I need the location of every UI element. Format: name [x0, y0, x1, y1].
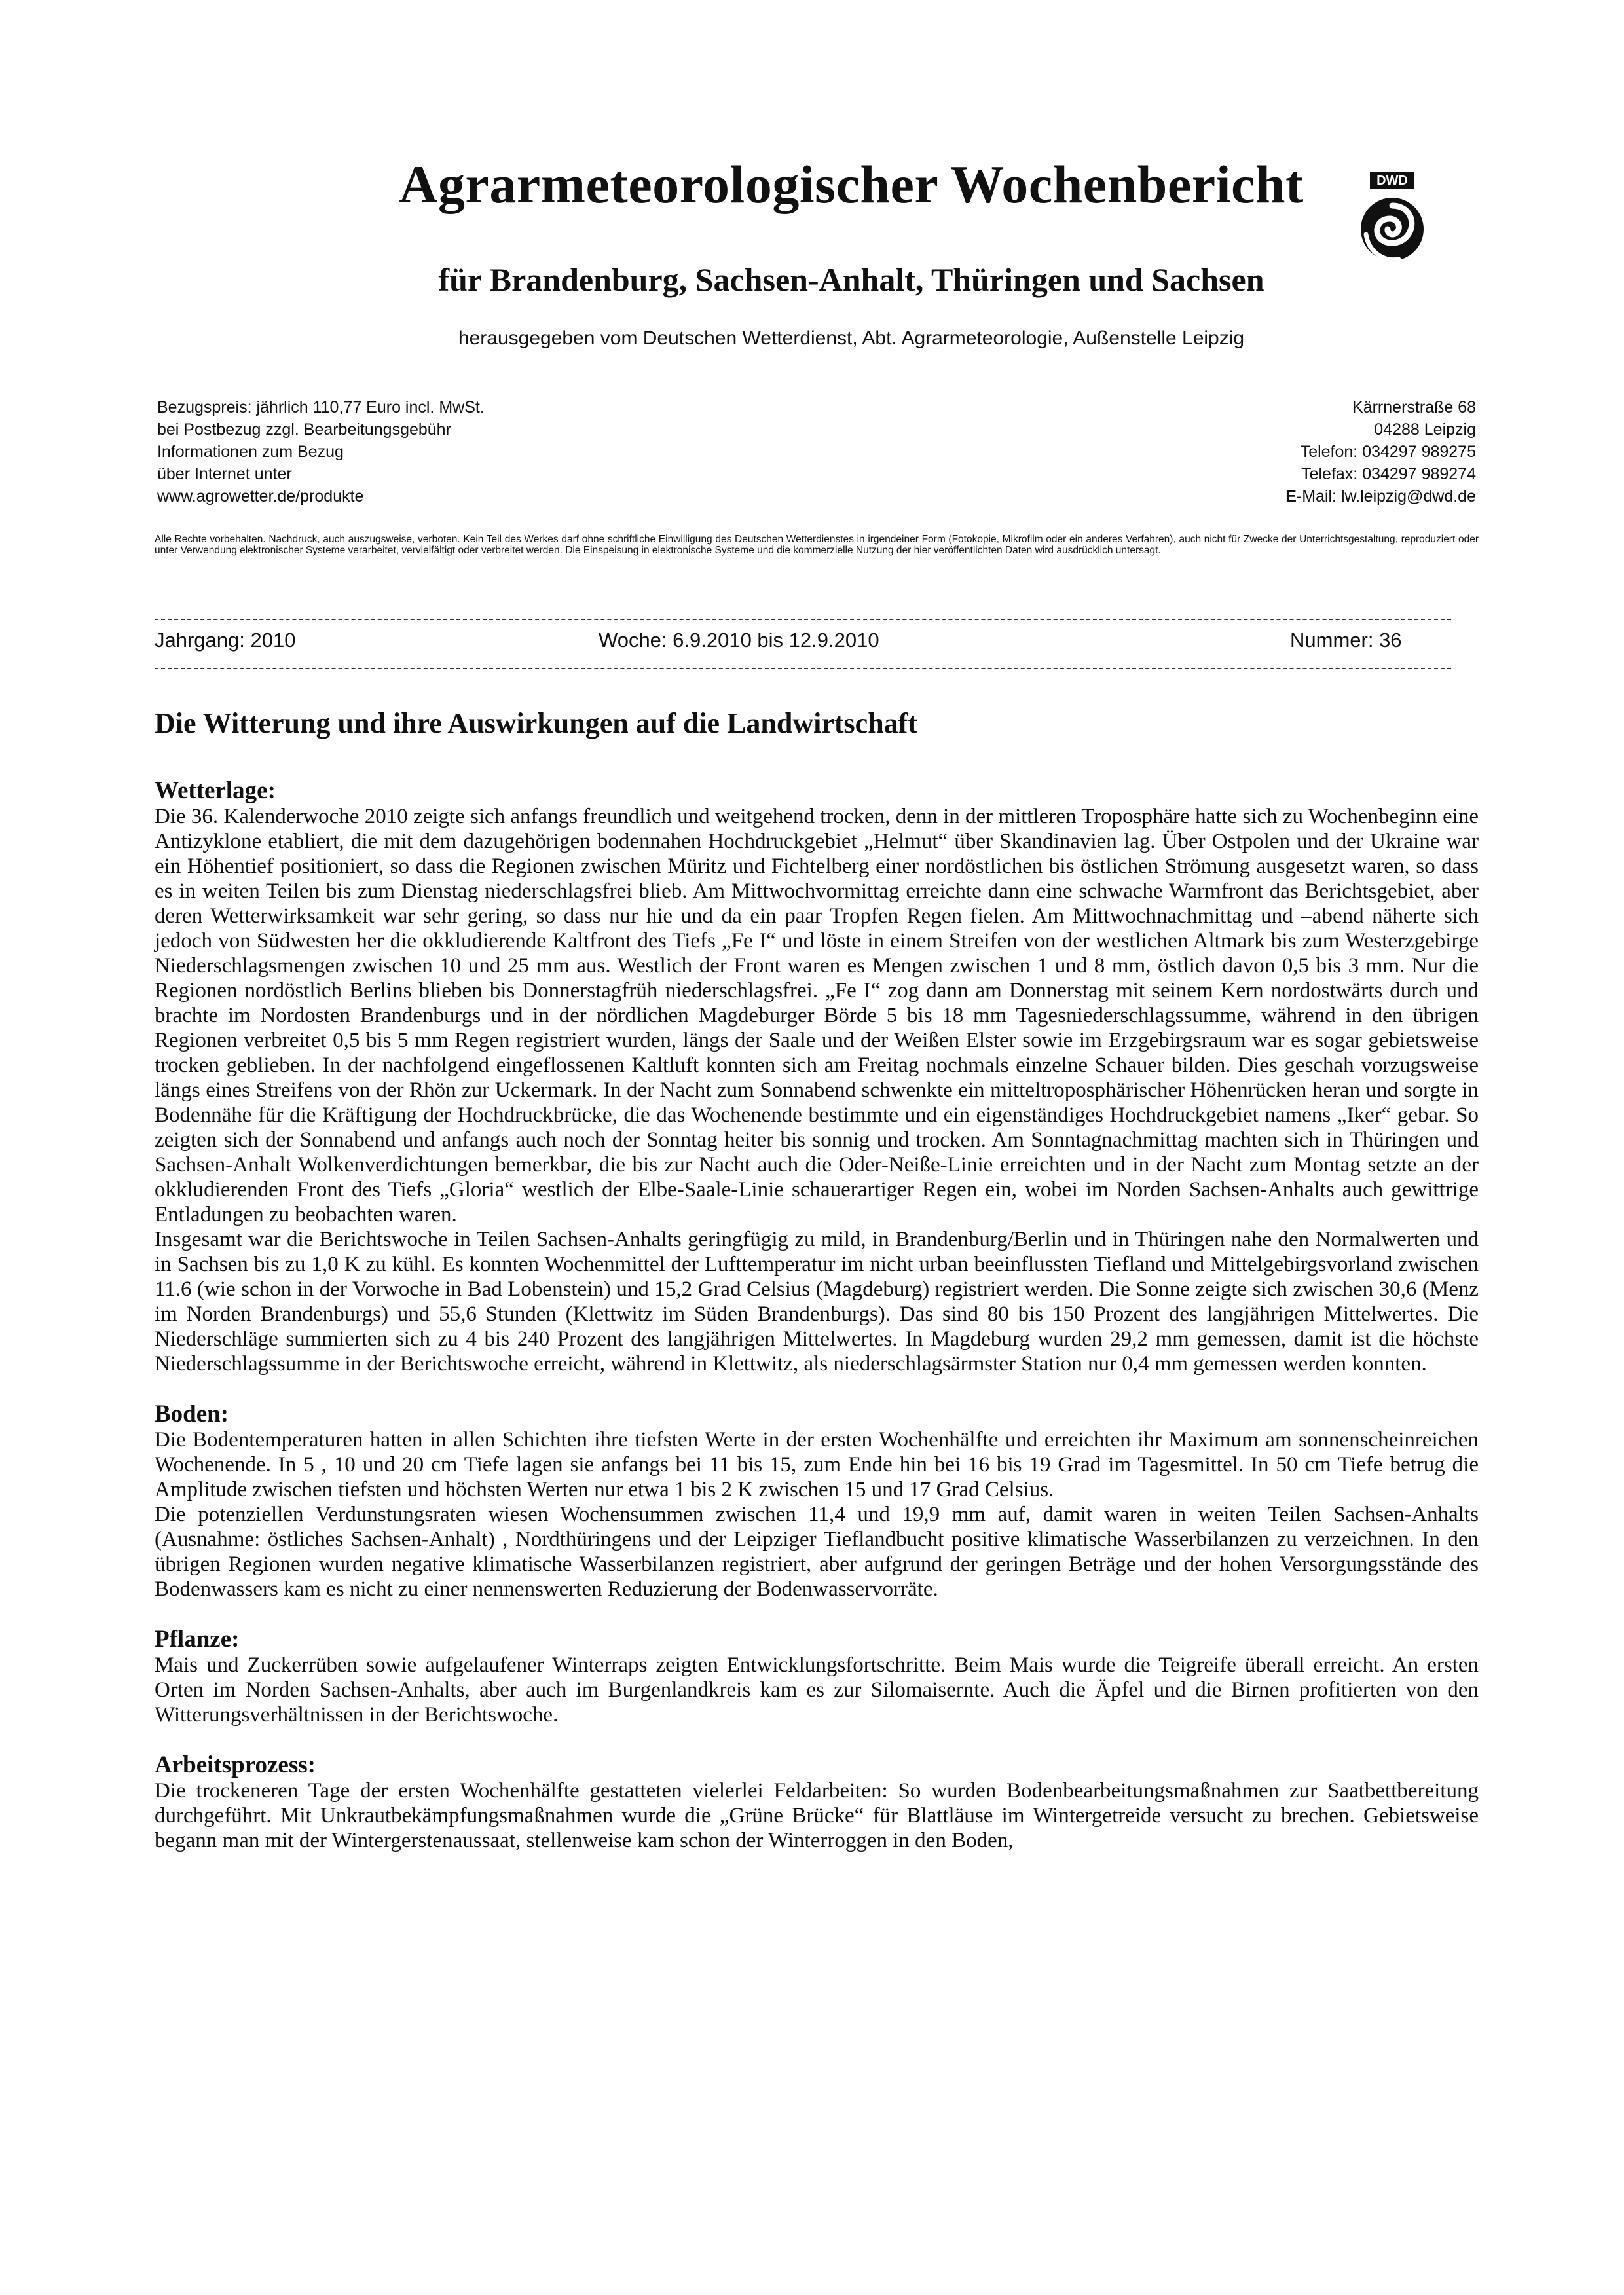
product-url-link[interactable]: www.agrowetter.de/produkte [157, 487, 364, 505]
svg-text:DWD: DWD [1376, 174, 1408, 188]
section-heading: Arbeitsprozess: [155, 1752, 316, 1778]
address-city: 04288 Leipzig [1374, 420, 1476, 439]
copyright-notice: Alle Rechte vorbehalten. Nachdruck, auch auszugsweise, verboten. Kein Teil des Werkes darf ohne schriftliche Einwilligung des Deutschen Wetterdienstes in irgendeiner Form (Fotokopie, Mikrofilm oder ein anderes Verfahren), auch nicht für Zwecke der Unterrichtsgestaltung, reproduziert oder unter Verwendung elektronischer Systeme verarbeitet, vervielfältigt oder verbreitet werden. Die Einspeisung in elektronische Systeme und die kommerzielle Nutzung der hier veröffentlichten Daten wird ausdrücklich untersagt. [155, 534, 1479, 556]
issue-year: Jahrgang: 2010 [155, 629, 296, 652]
paragraph: Die Bodentemperaturen hatten in allen Schichten ihre tiefsten Werte in der ersten Wochenhälfte und erreichten ihr Maximum am sonnenscheinreichen Wochenende. In 5 , 10 und 20 cm Tiefe lagen sie anfangs bei 11 bis 15, zum Ende hin bei 16 bis 19 Grad im Tagesmittel. In 50 cm Tiefe betrug die Amplitude zwischen tiefsten und höchsten Werten nur etwa 1 bis 2 K zwischen 15 und 17 Grad Celsius. [155, 1428, 1479, 1501]
email-label: E [1285, 487, 1297, 505]
paragraph: Mais und Zuckerrüben sowie aufgelaufener Winterraps zeigten Entwicklungsfortschritte. Beim Mais wurde die Teigreife überall erreicht. An ersten Orten im Norden Sachsen-Anhalts, aber auch im Burgenlandkreis kam es zur Silomaisernte. Auch die Äpfel und die Birnen profitierten von den Witterungsverhältnissen in der Berichtswoche. [155, 1653, 1479, 1727]
issue-week: Woche: 6.9.2010 bis 12.9.2010 [599, 629, 879, 652]
subscription-info [157, 396, 485, 507]
section-wetterlage [155, 778, 1479, 1376]
divider-bottom [155, 668, 1451, 669]
section-heading: Pflanze: [155, 1626, 240, 1653]
paragraph: Die potenziellen Verdunstungsraten wiesen Wochensummen zwischen 11,4 und 19,9 mm auf, damit waren in weiten Teilen Sachsen-Anhalts (Ausnahme: östliches Sachsen-Anhalt) , Nordthüringens und der Leipziger Tieflandbucht positive klimatische Wasserbilanzen zu verzeichnen. In den übrigen Regionen wurden negative klimatische Wasserbilanzen registriert, aber aufgrund der geringen Beträge und der hohen Versorgungsstände des Bodenwassers kam es nicht zu einer nennenswerten Reduzierung der Bodenwasservorräte. [155, 1503, 1479, 1601]
report-subtitle: für Brandenburg, Sachsen-Anhalt, Thüringen und Sachsen [438, 261, 1264, 298]
issue-info-row [155, 629, 1451, 655]
phone-number: Telefon: 034297 989275 [1300, 443, 1476, 461]
subscription-price: Bezugspreis: jährlich 110,77 Euro incl. MwSt. [157, 398, 485, 416]
email-address[interactable] [1285, 485, 1476, 507]
postal-fee-note: bei Postbezug zzgl. Bearbeitungsgebühr [157, 420, 451, 439]
section-arbeitsprozess [155, 1752, 1479, 1853]
contact-info [1285, 396, 1476, 507]
report-body [155, 707, 1479, 1878]
section-heading: Wetterlage: [155, 777, 276, 804]
fax-number: Telefax: 034297 989274 [1301, 465, 1476, 483]
paragraph: Die 36. Kalenderwoche 2010 zeigte sich anfangs freundlich und weitgehend trocken, denn in der mittleren Troposphäre hatte sich zu Wochenbeginn eine Antizyklone etabliert, die mit dem dazugehörigen bodennahen Hochdruckgebiet „Helmut“ über Skandinavien lag. Über Ostpolen und der Ukraine war ein Höhentief positioniert, so dass die Regionen zwischen Müritz und Fichtelberg einer nordöstlichen bis östlichen Strömung ausgesetzt waren, so dass es in weiten Teilen bis zum Dienstag niederschlagsfrei blieb. Am Mittwochvormittag erreichte dann eine schwache Warmfront das Berichtsgebiet, aber deren Wetterwirksamkeit war sehr gering, so dass nur hie und da ein paar Tropfen Regen fielen. Am Mittwochnachmittag und –abend näherte sich jedoch von Südwesten her die okkludierende Kaltfront des Tiefs „Fe I“ und löste in einem Streifen von der westlichen Altmark bis zum Westerzgebirge Niederschlagsmengen zwischen 10 und 25 mm aus. Westlich der Front waren es Mengen zwischen 1 und 8 mm, östlich davon 0,5 bis 3 mm. Nur die Regionen nordöstlich Berlins blieben bis Donnerstagfrüh niederschlagsfrei. „Fe I“ zog dann am Donnerstag mit seinem Kern nordostwärts durch und brachte im Nordosten Brandenburgs und in der nördlichen Magdeburger Börde 5 bis 18 mm Tagesniederschlagssumme, während in den übrigen Regionen verbreitet 0,5 bis 5 mm Regen registriert wurden, längs der Saale und der Weißen Elster sowie im Erzgebirgsraum war es sogar gebietsweise trocken geblieben. In der nachfolgend eingeflossenen Kaltluft konnten sich am Freitag nochmals einzelne Schauer bilden. Dies geschah vorzugsweise längs eines Streifens von der Rhön zur Uckermark. In der Nacht zum Sonnabend schwenkte ein mitteltroposphärischer Höhenrücken heran und sorgte in Bodennähe für die Kräftigung der Hochdruckbrücke, die das Wochenende bestimmte und ein eigenständiges Hochdruckgebiet namens „Iker“ gebar. So zeigten sich der Sonnabend und anfangs auch noch der Sonntag heiter bis sonnig und trocken. Am Sonntagnachmittag machten sich in Thüringen und Sachsen-Anhalt Wolkenverdichtungen bemerkbar, die bis zur Nacht auch die Oder-Neiße-Linie erreichten und in der Nacht zum Montag setzte an der okkludierenden Front des Tiefs „Gloria“ westlich der Elbe-Saale-Linie schauerartiger Regen ein, wobei im Norden Sachsen-Anhalts auch gewittrige Entladungen zu beobachten waren. [155, 805, 1479, 1226]
issue-number: Nummer: 36 [1290, 629, 1402, 652]
divider-top [155, 619, 1451, 620]
section-boden [155, 1401, 1479, 1602]
publisher-line: herausgegeben vom Deutschen Wetterdienst, Abt. Agrarmeteorologie, Außenstelle Leipzig [458, 327, 1245, 349]
report-title: Agrarmeteorologischer Wochenbericht [399, 155, 1304, 214]
address-street: Kärrnerstraße 68 [1352, 398, 1476, 416]
section-heading: Boden: [155, 1401, 229, 1427]
email-value: -Mail: lw.leipzig@dwd.de [1296, 487, 1476, 505]
subscription-info-label: Informationen zum Bezug [157, 443, 344, 461]
section-pflanze [155, 1626, 1479, 1727]
paragraph: Die trockeneren Tage der ersten Wochenhälfte gestatteten vielerlei Feldarbeiten: So wurden Bodenbearbeitungsmaßnahmen zur Saatbettbereitung durchgeführt. Mit Unkrautbekämpfungsmaßnahmen wurde die „Grüne Brücke“ für Blattläuse im Wintergetreide versucht zu brechen. Gebietsweise begann man mit der Wintergerstenaussaat, stellenweise kam schon der Winterroggen in den Boden, [155, 1779, 1479, 1852]
paragraph: Insgesamt war die Berichtswoche in Teilen Sachsen-Anhalts geringfügig zu mild, in Brandenburg/Berlin und in Thüringen nahe den Normalwerten und in Sachsen bis zu 1,0 K zu kühl. Es konnten Wochenmittel der Lufttemperatur im nicht urban beeinflussten Tiefland und Mittelgebirgsvorland zwischen 11.6 (wie schon in der Vorwoche in Bad Lobenstein) und 15,2 Grad Celsius (Magdeburg) registriert werden. Die Sonne zeigte sich zwischen 30,6 (Menz im Norden Brandenburgs) und 55,6 Stunden (Klettwitz im Süden Brandenburgs). Das sind 80 bis 150 Prozent des langjährigen Mittelwertes. Die Niederschläge summierten sich zu 4 bis 240 Prozent des langjährigen Mittelwertes. In Magdeburg wurden 29,2 mm gemessen, damit ist die höchste Niederschlagssumme in der Berichtswoche erreicht, während in Klettwitz, als niederschlagsärmster Station nur 0,4 mm gemessen werden konnten. [155, 1228, 1479, 1376]
dwd-logo-icon [1357, 169, 1428, 267]
internet-label: über Internet unter [157, 465, 292, 483]
main-heading: Die Witterung und ihre Auswirkungen auf die Landwirtschaft [155, 707, 917, 739]
